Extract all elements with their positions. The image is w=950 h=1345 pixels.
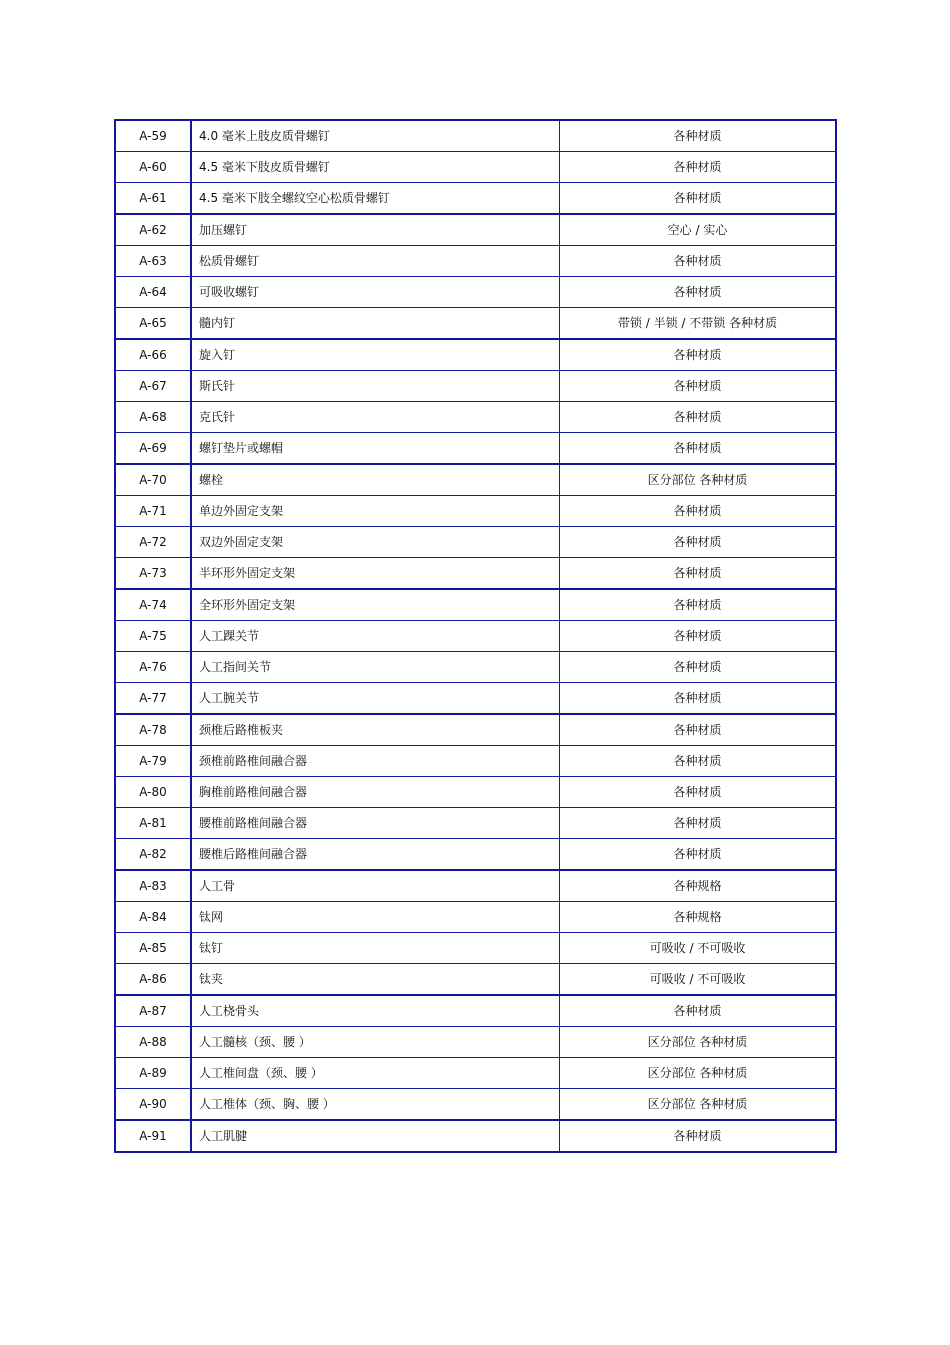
table-row — [115, 964, 836, 996]
item-spec-cell: 各种材质 — [560, 777, 837, 808]
item-spec-cell: 各种材质 — [560, 339, 837, 371]
item-code-cell: A-66 — [115, 339, 191, 371]
table-row — [115, 714, 836, 746]
item-spec-cell: 各种规格 — [560, 870, 837, 902]
item-name-cell: 螺栓 — [191, 464, 560, 496]
item-name-cell: 4.5 毫米下肢全螺纹空心松质骨螺钉 — [191, 183, 560, 215]
item-name-cell: 髓内钉 — [191, 308, 560, 340]
item-spec-cell: 各种材质 — [560, 277, 837, 308]
item-name-cell: 人工髓核（颈、腰 ） — [191, 1027, 560, 1058]
item-code-cell: A-61 — [115, 183, 191, 215]
item-spec-cell: 各种材质 — [560, 371, 837, 402]
material-catalog-sheet — [114, 119, 837, 1153]
item-name-cell: 腰椎后路椎间融合器 — [191, 839, 560, 871]
table-row — [115, 1089, 836, 1121]
item-spec-cell: 各种材质 — [560, 402, 837, 433]
item-code-cell: A-69 — [115, 433, 191, 465]
table-row — [115, 464, 836, 496]
table-row — [115, 933, 836, 964]
item-spec-cell: 可吸收 / 不可吸收 — [560, 964, 837, 996]
table-row — [115, 152, 836, 183]
item-name-cell: 腰椎前路椎间融合器 — [191, 808, 560, 839]
item-name-cell: 人工桡骨头 — [191, 995, 560, 1027]
item-code-cell: A-85 — [115, 933, 191, 964]
table-row — [115, 1120, 836, 1152]
item-code-cell: A-71 — [115, 496, 191, 527]
item-code-cell: A-64 — [115, 277, 191, 308]
table-row — [115, 839, 836, 871]
item-name-cell: 螺钉垫片或螺帽 — [191, 433, 560, 465]
table-row — [115, 995, 836, 1027]
item-spec-cell: 各种材质 — [560, 714, 837, 746]
item-name-cell: 人工肌腱 — [191, 1120, 560, 1152]
item-spec-cell: 各种材质 — [560, 433, 837, 465]
item-code-cell: A-82 — [115, 839, 191, 871]
item-code-cell: A-74 — [115, 589, 191, 621]
table-row — [115, 339, 836, 371]
item-code-cell: A-68 — [115, 402, 191, 433]
table-body — [115, 120, 836, 1152]
item-name-cell: 人工椎间盘（颈、腰 ） — [191, 1058, 560, 1089]
table-row — [115, 683, 836, 715]
item-spec-cell: 各种材质 — [560, 246, 837, 277]
item-name-cell: 半环形外固定支架 — [191, 558, 560, 590]
item-spec-cell: 区分部位 各种材质 — [560, 1027, 837, 1058]
item-code-cell: A-72 — [115, 527, 191, 558]
table-row — [115, 621, 836, 652]
item-spec-cell: 各种材质 — [560, 152, 837, 183]
table-row — [115, 589, 836, 621]
item-spec-cell: 各种材质 — [560, 839, 837, 871]
material-catalog-table — [114, 119, 837, 1153]
table-row — [115, 902, 836, 933]
table-row — [115, 120, 836, 152]
item-spec-cell: 各种材质 — [560, 808, 837, 839]
item-name-cell: 人工椎体（颈、胸、腰 ） — [191, 1089, 560, 1121]
table-row — [115, 214, 836, 246]
item-code-cell: A-77 — [115, 683, 191, 715]
item-spec-cell: 各种材质 — [560, 496, 837, 527]
table-row — [115, 246, 836, 277]
item-name-cell: 松质骨螺钉 — [191, 246, 560, 277]
item-code-cell: A-70 — [115, 464, 191, 496]
table-row — [115, 527, 836, 558]
item-spec-cell: 各种材质 — [560, 183, 837, 215]
item-name-cell: 人工指间关节 — [191, 652, 560, 683]
item-code-cell: A-78 — [115, 714, 191, 746]
item-name-cell: 4.5 毫米下肢皮质骨螺钉 — [191, 152, 560, 183]
item-code-cell: A-91 — [115, 1120, 191, 1152]
item-code-cell: A-90 — [115, 1089, 191, 1121]
item-name-cell: 胸椎前路椎间融合器 — [191, 777, 560, 808]
item-code-cell: A-73 — [115, 558, 191, 590]
item-spec-cell: 各种材质 — [560, 621, 837, 652]
item-code-cell: A-59 — [115, 120, 191, 152]
item-name-cell: 颈椎前路椎间融合器 — [191, 746, 560, 777]
table-row — [115, 402, 836, 433]
item-spec-cell: 各种材质 — [560, 652, 837, 683]
item-code-cell: A-67 — [115, 371, 191, 402]
table-row — [115, 746, 836, 777]
table-row — [115, 277, 836, 308]
item-name-cell: 颈椎后路椎板夹 — [191, 714, 560, 746]
item-name-cell: 钛夹 — [191, 964, 560, 996]
table-row — [115, 808, 836, 839]
item-name-cell: 斯氏针 — [191, 371, 560, 402]
item-spec-cell: 各种材质 — [560, 527, 837, 558]
item-name-cell: 人工踝关节 — [191, 621, 560, 652]
item-name-cell: 全环形外固定支架 — [191, 589, 560, 621]
item-code-cell: A-88 — [115, 1027, 191, 1058]
table-row — [115, 496, 836, 527]
table-row — [115, 308, 836, 340]
item-spec-cell: 各种材质 — [560, 589, 837, 621]
item-code-cell: A-62 — [115, 214, 191, 246]
item-code-cell: A-83 — [115, 870, 191, 902]
table-row — [115, 777, 836, 808]
item-spec-cell: 各种材质 — [560, 995, 837, 1027]
item-code-cell: A-81 — [115, 808, 191, 839]
item-spec-cell: 空心 / 实心 — [560, 214, 837, 246]
item-spec-cell: 可吸收 / 不可吸收 — [560, 933, 837, 964]
item-name-cell: 人工骨 — [191, 870, 560, 902]
table-row — [115, 1027, 836, 1058]
table-row — [115, 183, 836, 215]
item-spec-cell: 各种材质 — [560, 683, 837, 715]
item-code-cell: A-76 — [115, 652, 191, 683]
item-name-cell: 单边外固定支架 — [191, 496, 560, 527]
item-code-cell: A-87 — [115, 995, 191, 1027]
item-spec-cell: 各种材质 — [560, 746, 837, 777]
item-name-cell: 旋入钉 — [191, 339, 560, 371]
item-code-cell: A-86 — [115, 964, 191, 996]
item-code-cell: A-79 — [115, 746, 191, 777]
item-name-cell: 克氏针 — [191, 402, 560, 433]
item-name-cell: 4.0 毫米上肢皮质骨螺钉 — [191, 120, 560, 152]
item-name-cell: 双边外固定支架 — [191, 527, 560, 558]
item-code-cell: A-60 — [115, 152, 191, 183]
item-spec-cell: 各种材质 — [560, 558, 837, 590]
item-name-cell: 钛钉 — [191, 933, 560, 964]
item-name-cell: 钛网 — [191, 902, 560, 933]
item-name-cell: 可吸收螺钉 — [191, 277, 560, 308]
table-row — [115, 870, 836, 902]
item-spec-cell: 各种规格 — [560, 902, 837, 933]
item-code-cell: A-84 — [115, 902, 191, 933]
table-row — [115, 371, 836, 402]
table-row — [115, 433, 836, 465]
item-spec-cell: 各种材质 — [560, 120, 837, 152]
table-row — [115, 1058, 836, 1089]
item-code-cell: A-65 — [115, 308, 191, 340]
item-spec-cell: 区分部位 各种材质 — [560, 1089, 837, 1121]
item-code-cell: A-89 — [115, 1058, 191, 1089]
item-spec-cell: 区分部位 各种材质 — [560, 464, 837, 496]
item-name-cell: 人工腕关节 — [191, 683, 560, 715]
table-row — [115, 652, 836, 683]
item-code-cell: A-63 — [115, 246, 191, 277]
item-code-cell: A-80 — [115, 777, 191, 808]
item-spec-cell: 带锁 / 半锁 / 不带锁 各种材质 — [560, 308, 837, 340]
item-code-cell: A-75 — [115, 621, 191, 652]
item-spec-cell: 各种材质 — [560, 1120, 837, 1152]
item-spec-cell: 区分部位 各种材质 — [560, 1058, 837, 1089]
item-name-cell: 加压螺钉 — [191, 214, 560, 246]
table-row — [115, 558, 836, 590]
